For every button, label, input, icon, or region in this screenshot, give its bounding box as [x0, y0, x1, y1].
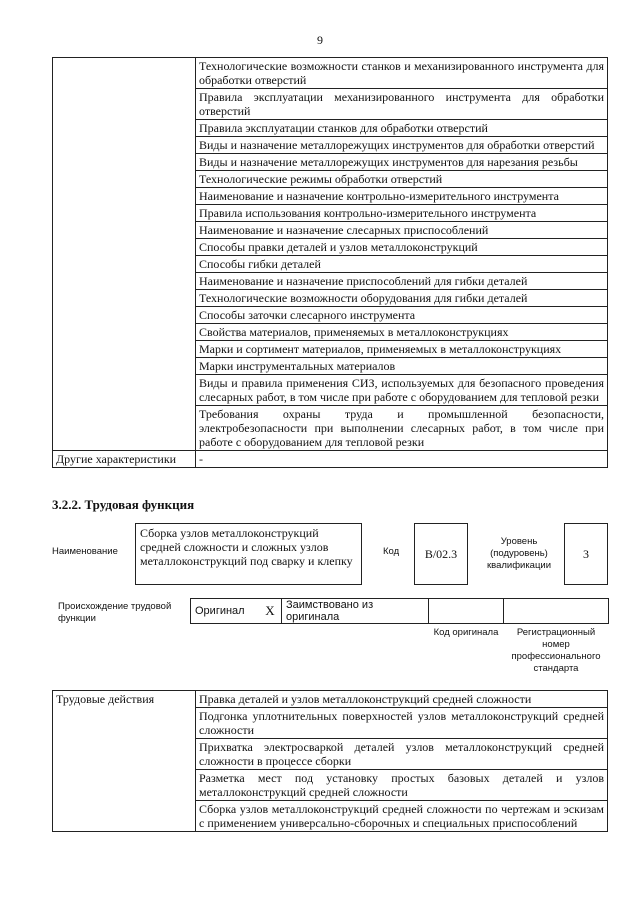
labor-action-item: Прихватка электросваркой деталей узлов металлоконструкций средней сложности в процессе сборки: [196, 739, 608, 770]
knowledge-item: Марки инструментальных материалов: [196, 358, 608, 375]
knowledge-table: [52, 57, 608, 468]
knowledge-item: Правила эксплуатации механизированного инструмента для обработки отверстий: [196, 89, 608, 120]
level-label: Уровень (подуровень) квалификации: [486, 536, 552, 571]
knowledge-item: Правила эксплуатации станков для обработки отверстий: [196, 120, 608, 137]
function-name: Сборка узлов металлоконструкций средней сложности и сложных узлов металлоконструкций под сварку и клепку: [135, 523, 362, 585]
other-characteristics-row: [53, 451, 608, 468]
knowledge-item: Наименование и назначение приспособлений для гибки деталей: [196, 273, 608, 290]
knowledge-item: Марки и сортимент материалов, применяемых в металлоконструкциях: [196, 341, 608, 358]
labor-action-item: Подгонка уплотнительных поверхностей узлов металлоконструкций средней сложности: [196, 708, 608, 739]
knowledge-item: Требования охраны труда и промышленной безопасности, электробезопасности при выполнении слесарных работ, в том числе при работе с оборудованием для тепловой резки: [196, 406, 608, 451]
code-label: Код: [383, 546, 400, 557]
section-title: 3.2.2. Трудовая функция: [52, 497, 195, 512]
function-code: B/02.3: [414, 523, 468, 585]
original-label: Оригинал: [191, 599, 260, 624]
knowledge-item: Способы гибки деталей: [196, 256, 608, 273]
original-mark: X: [259, 599, 282, 624]
code-caption: Код оригинала: [433, 627, 499, 638]
knowledge-item: Правила использования контрольно-измерительного инструмента: [196, 205, 608, 222]
origin-code-cell: [429, 599, 504, 624]
knowledge-item: Способы правки деталей и узлов металлоконструкций: [196, 239, 608, 256]
other-characteristics-label: Другие характеристики: [53, 451, 196, 468]
labor-action-item: Правка деталей и узлов металлоконструкций средней сложности: [196, 691, 608, 708]
qualification-level: 3: [564, 523, 608, 585]
origin-label: Происхождение трудовой функции: [58, 601, 172, 624]
knowledge-item: Свойства материалов, применяемых в металлоконструкциях: [196, 324, 608, 341]
labor-actions-table: [52, 690, 608, 832]
other-characteristics-value: -: [196, 451, 608, 468]
knowledge-item: Технологические режимы обработки отверстий: [196, 171, 608, 188]
knowledge-item: Наименование и назначение слесарных приспособлений: [196, 222, 608, 239]
borrowed-label: Заимствовано из оригинала: [282, 599, 429, 624]
knowledge-row: [53, 58, 608, 89]
knowledge-item: Виды и назначение металлорежущих инструментов для обработки отверстий: [196, 137, 608, 154]
knowledge-item: Технологические возможности оборудования для гибки деталей: [196, 290, 608, 307]
labor-actions-label: Трудовые действия: [53, 691, 196, 832]
knowledge-item: Технологические возможности станков и механизированного инструмента для обработки отверстий: [196, 58, 608, 89]
origin-reg-cell: [504, 599, 609, 624]
knowledge-item: Виды и назначение металлорежущих инструментов для нарезания резьбы: [196, 154, 608, 171]
name-label: Наименование: [52, 546, 118, 557]
labor-action-row: [53, 691, 608, 708]
origin-table: [190, 598, 609, 624]
knowledge-item: Виды и правила применения СИЗ, используемых для безопасного проведения слесарных работ, в том числе при работе с оборудованием для тепловой резки: [196, 375, 608, 406]
labor-action-item: Разметка мест под установку простых базовых деталей и узлов металлоконструкций средней сложности: [196, 770, 608, 801]
knowledge-item: Наименование и назначение контрольно-измерительного инструмента: [196, 188, 608, 205]
knowledge-label-cell: [53, 58, 196, 451]
labor-action-item: Сборка узлов металлоконструкций средней сложности по чертежам и эскизам с применением универсально-сборочных и специальных приспособлений: [196, 801, 608, 832]
reg-caption: Регистрационный номер профессионального стандарта: [511, 627, 601, 674]
knowledge-item: Способы заточки слесарного инструмента: [196, 307, 608, 324]
page-number: 9: [317, 33, 323, 47]
